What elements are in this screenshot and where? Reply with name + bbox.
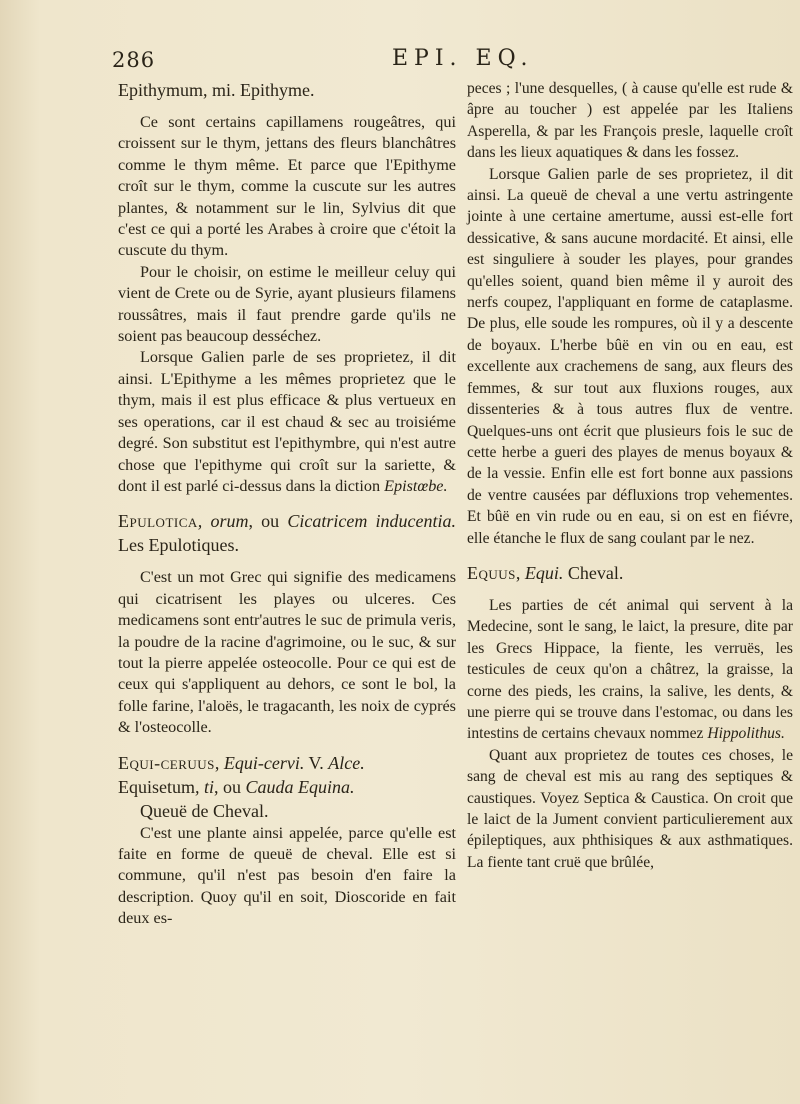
paragraph: Lorsque Galien parle de ses proprietez, il dit ainsi. L'Epithyme a les mêmes proprietez que le thym, mais il est plus efficace & plus vertueux en ses operations, car il est chaud & sec au troisiéme degré. Son substitut est l'epithymbre, qui n'est autre chose que l'epithyme qui croît sur la sariette, & dont il est parlé ci-dessus dans la diction Epistœbe. <box>118 348 456 495</box>
entry-heading-equisetum: Equisetum, ti, ou Cauda Equina. <box>118 776 355 797</box>
translation: Queuë de Cheval. <box>140 800 269 821</box>
cross-reference: Alce. <box>328 752 365 773</box>
grammar-note: , orum <box>197 511 249 532</box>
paragraph: Ce sont certains capillamens rougeâtres, qui croissent sur le thym, jettans des fleurs blanchâtres comme le thym même. Et parce que l'Epithyme croît sur le thym, comme la cuscute sur les autres plantes, & notamment sur le lin, Sylvius dit que c'est ce qui a porté les Arabes à croire que c'étoit la cuscute du thym. <box>118 113 456 260</box>
headword: Epithymum <box>118 80 203 100</box>
headword: Equisetum <box>118 776 195 797</box>
alt-headword: Cauda Equina. <box>245 776 355 797</box>
paragraph: C'est un mot Grec qui signifie des medicamens qui cicatrisent les playes ou ulceres. Ces medicamens sont entr'autres le suc de primula veris, la poudre de la racine d'agrimoine, ou le suc, & sur tout la pierre appelée osteocolle. Pour ce qui est de ceux qui s'appliquent au dehors, ce sont le bol, la folle farine, l'aloës, le tragacanth, les noix de cyprés & l'osteocolle. <box>118 568 456 737</box>
alt-headword: Equi. <box>524 562 564 583</box>
cross-reference: Epistœbe. <box>384 476 448 495</box>
translation: Les Epulotiques. <box>118 535 239 556</box>
left-column <box>118 78 456 930</box>
headword: Epulotica <box>118 511 198 532</box>
grammar-note: , ti <box>195 776 215 797</box>
paragraph: peces ; l'une desquelles, ( à cause qu'elle est rude & âpre au toucher ) est appelée par les Italiens Asperella, & par les François presle, laquelle croît dans les lieux aquatiques & dans les fossez. <box>467 80 793 162</box>
cross-reference: Hippolithus. <box>707 725 785 743</box>
translation: Cheval. <box>567 562 624 583</box>
entry-heading-equus: Equus, Equi. Cheval. <box>467 562 624 583</box>
page-number: 286 <box>112 48 156 72</box>
paragraph: Lorsque Galien parle de ses proprietez, il dit ainsi. La queuë de cheval a une vertu astringente jointe à une certaine amertume, aussi est-elle fort dessicative, & sans aucune mordacité. Et ainsi, elle est singuliere à souder les playes, pour grandes qu'elles soient, quand bien même il y auroit des nerfs coupez, l'appliquant en forme de cataplasme. De plus, elle soude les rompures, où il y a descente de boyaux. L'herbe bûë en vin ou en eau, est excellente aux crachemens de sang, aux fleurs des femmes, & sur tout aux fluxions rouges, aux dissenteries & à tous autres flux de ventre. Quelques-uns ont écrit que plusieurs fois le suc de cette herbe a gueri des playes de menus boyaux & de la vessie. Enfin elle est fort bonne aux passions de ventre causées par défluxions trop vehementes. Et bûë en vin rude ou en eau, si on est en fiévre, elle étanche le flux de sang coulant par le nez. <box>467 165 793 547</box>
page-header <box>112 44 712 80</box>
right-column <box>467 78 793 873</box>
alt-headword: Cicatricem inducentia. <box>287 511 456 532</box>
paragraph: Les parties de cét animal qui servent à la Medecine, sont le sang, le laict, la presure, dite par les Grecs Hippace, la fiente, les verruës, les testicules de ceux qu'on a châtrez, la graisse, la corne des pieds, les crains, la salive, les dents, & une pierre qui se trouve dans l'estomac, ou dans les intestins de certains chevaux nommez Hippolithus. <box>467 596 793 743</box>
grammar-note: , mi. <box>203 80 236 100</box>
translation: Epithyme. <box>240 80 315 100</box>
entry-heading-equicervus: Equi-ceruus, Equi-cervi. V. Alce. <box>118 752 365 773</box>
paragraph: Quant aux proprietez de toutes ces choses, le sang de cheval est mis au rang des septiques & caustiques. Voyez Septica & Caustica. On croit que le laict de la Jument convient particulierement aux épileptiques, aux phthisiques & aux asthmatiques. La fiente tant cruë que brûlée, <box>467 746 793 871</box>
running-title: EPI. EQ. <box>392 46 534 71</box>
headword: Equus <box>467 562 516 583</box>
headword: Equi-ceruus <box>118 752 215 773</box>
paragraph: Pour le choisir, on estime le meilleur celuy qui vient de Crete ou de Syrie, ayant plusieurs filamens roussâtres, mais il faut prendre garde qu'ils ne soient pas beaucoup desséchez. <box>118 262 456 346</box>
entry-heading-epithymum <box>118 78 456 102</box>
entry-heading-epulotica: Epulotica, orum, ou Cicatricem inducentia. Les Epulotiques. <box>118 511 456 556</box>
paragraph: C'est une plante ainsi appelée, parce qu'elle est faite en forme de queuë de cheval. Elle est si commune, qu'il n'est pas besoin d'en faire la description. Quoy qu'il en soit, Dioscoride en fait deux es- <box>118 823 456 928</box>
alt-headword: Equi-cervi. <box>223 752 305 773</box>
